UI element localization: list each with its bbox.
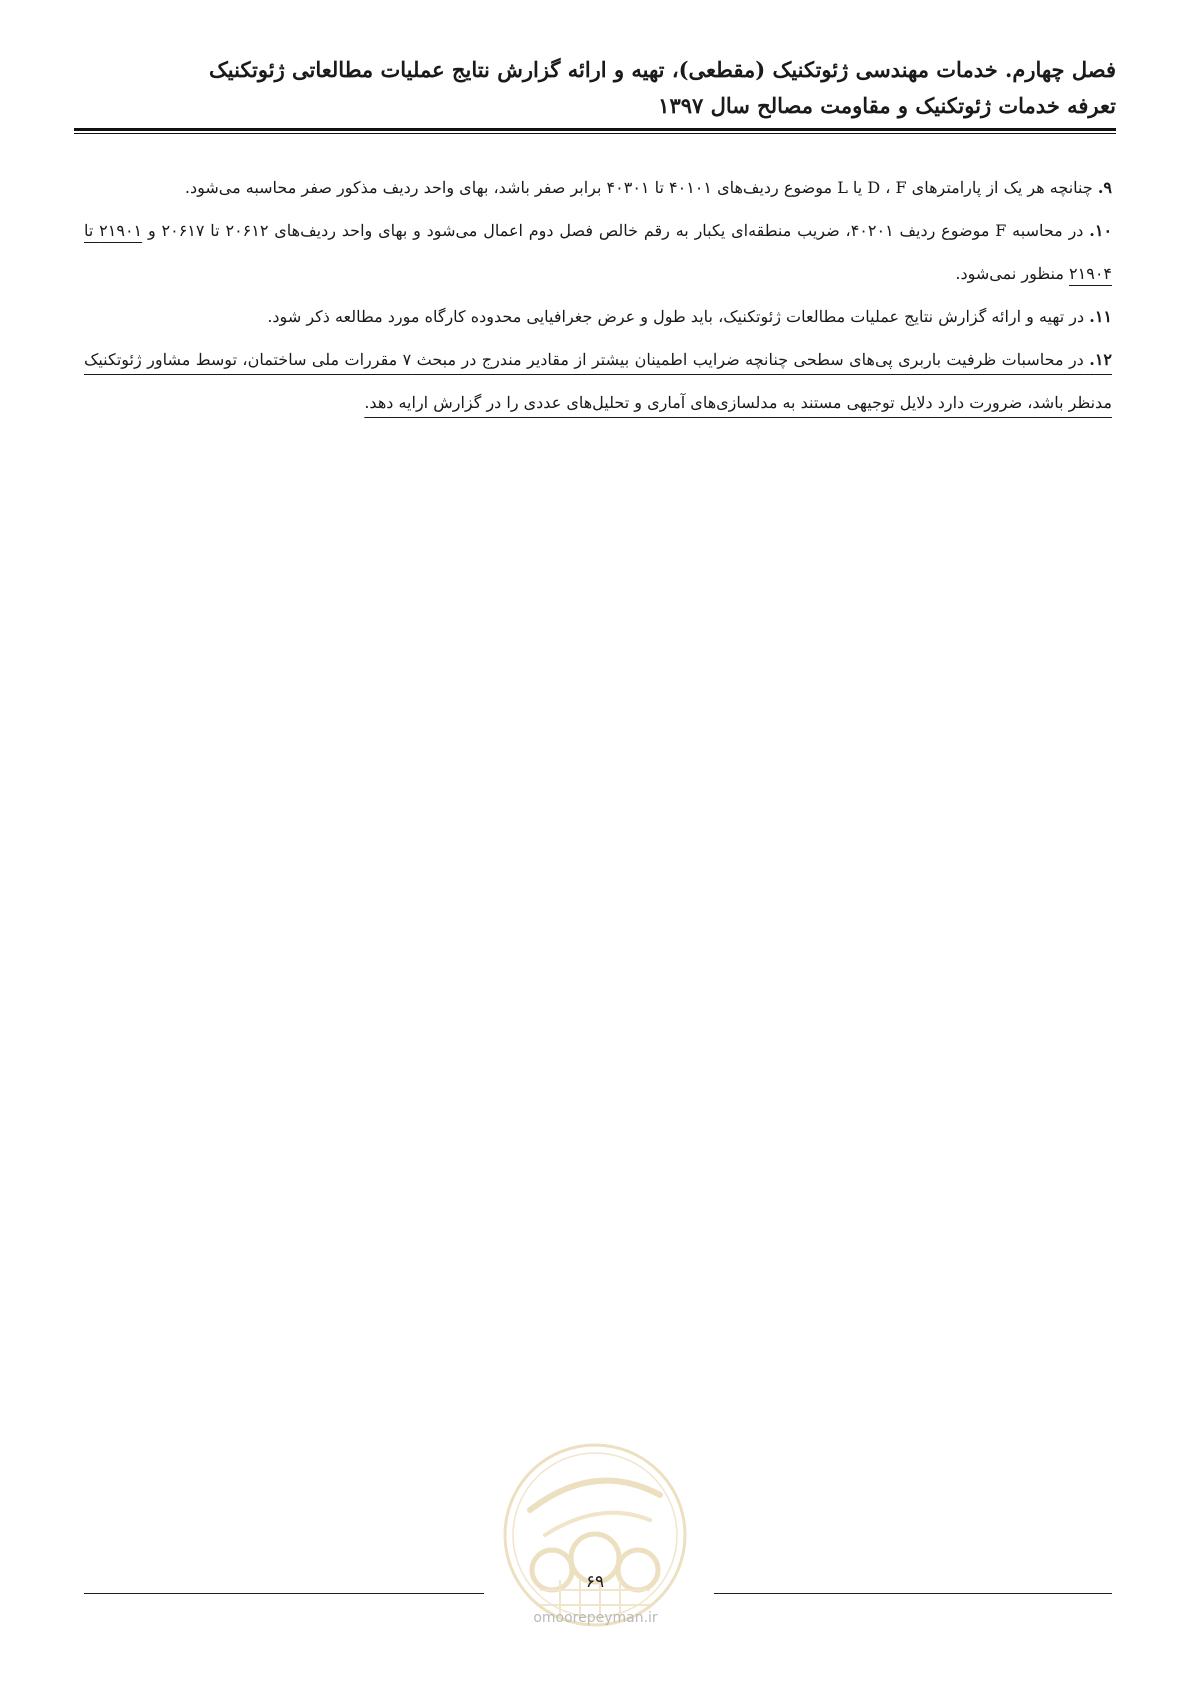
- note-text: در محاسبه F موضوع ردیف ۴۰۲۰۱، ضریب منطقه‌ای یکبار به رقم خالص فصل دوم اعمال می‌شود و بهای واحد ردیف‌های ۲۰۶۱۲ تا ۲۰۶۱۷ و: [147, 221, 1084, 240]
- page-header: [74, 52, 1116, 124]
- omoorepeyman-logo-watermark: [500, 1440, 690, 1630]
- note-text: در محاسبات ظرفیت باربری پی‌های سطحی چنانچه ضرایب اطمینان بیشتر از مقادیر مندرج در مبحث ۷ مقررات ملی ساختمان، توسط مشاور ژئوتکنیک مدنظر باشد، ضرورت دارد دلایل توجیهی مستند به مدلسازی‌های آماری و تحلیل‌های عددی را در گزارش ارایه دهد.: [84, 350, 1112, 412]
- site-watermark-text: omoorepeyman.ir: [533, 1610, 658, 1626]
- notes-list: [84, 166, 1112, 424]
- note-text: در تهیه و ارائه گزارش نتایج عملیات مطالعات ژئوتکنیک، باید طول و عرض جغرافیایی محدوده کارگاه مورد مطالعه ذکر شود.: [267, 307, 1085, 326]
- note-text-end: منظور نمی‌شود.: [955, 264, 1064, 283]
- note-10: [84, 209, 1112, 295]
- note-underlined-range: ۲۱۹۰۱ تا ۲۱۹۰۴: [84, 221, 1112, 283]
- page-number: ۶۹: [585, 1572, 605, 1592]
- chapter-title: فصل چهارم. خدمات مهندسی ژئوتکنیک (مقطعی)، تهیه و ارائه گزارش نتایج عملیات مطالعاتی ژئوتکنیک: [208, 57, 1116, 82]
- note-11: [84, 295, 1112, 338]
- note-12: [84, 338, 1112, 424]
- note-number: ۱۱.: [1089, 307, 1112, 326]
- footer-rule-left: [84, 1593, 484, 1594]
- header-rule-thick: [74, 128, 1116, 131]
- note-text: چنانچه هر یک از پارامترهای D ، F یا L موضوع ردیف‌های ۴۰۱۰۱ تا ۴۰۳۰۱ برابر صفر باشد، بهای واحد ردیف مذکور صفر محاسبه می‌شود.: [184, 178, 1093, 197]
- footer-rule-right: [714, 1593, 1112, 1594]
- note-number: ۱۲.: [1089, 350, 1112, 369]
- note-number: ۹.: [1097, 178, 1112, 197]
- tariff-title: تعرفه خدمات ژئوتکنیک و مقاومت مصالح سال ۱۳۹۷: [658, 93, 1116, 118]
- note-9: [84, 166, 1112, 209]
- header-rule-thin: [74, 133, 1116, 134]
- note-number: ۱۰.: [1089, 221, 1113, 240]
